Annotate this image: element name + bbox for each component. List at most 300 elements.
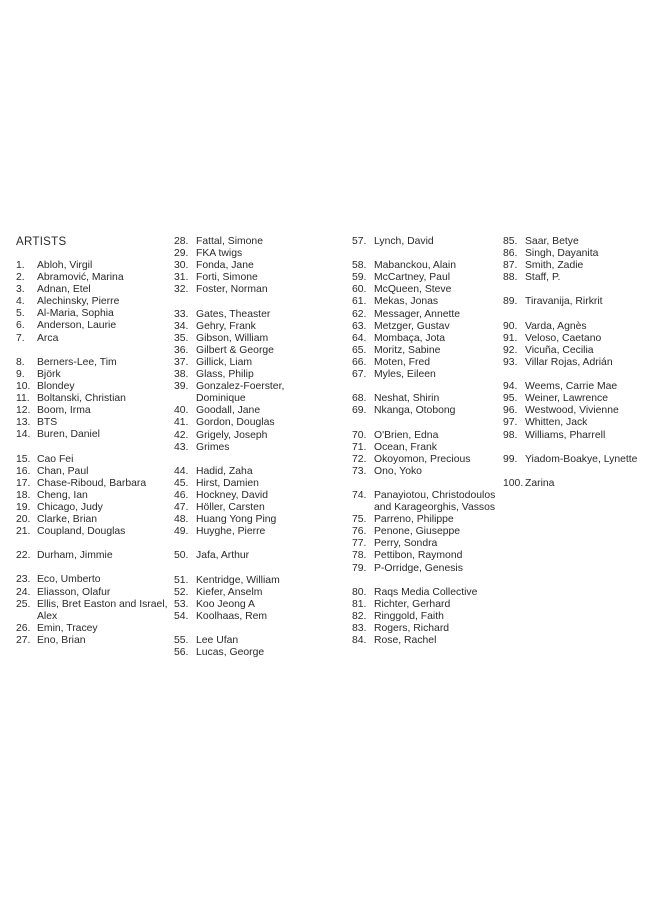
- artist-name: Chan, Paul: [37, 465, 89, 477]
- artist-number: 85.: [503, 236, 518, 247]
- artist-number: 97.: [503, 417, 518, 429]
- artist-number: 36.: [174, 344, 189, 356]
- artist-name: Saar, Betye: [525, 236, 579, 247]
- artist-name: Höller, Carsten: [196, 502, 265, 514]
- artist-number: 23.: [16, 574, 31, 586]
- artist-name: Boltanski, Christian: [37, 393, 126, 405]
- artist-name: Messager, Annette: [374, 308, 461, 320]
- artist-name: Staff, P.: [525, 272, 561, 284]
- artist-number: 62.: [352, 308, 367, 320]
- artist-name: Cao Fei: [37, 453, 74, 465]
- artist-number: 73.: [352, 465, 367, 477]
- artist-entry: [503, 296, 649, 308]
- artist-number: 94.: [503, 381, 518, 393]
- artist-name: Cheng, Ian: [37, 489, 88, 501]
- artist-entry: [174, 430, 314, 442]
- artist-number: 100.: [503, 477, 524, 489]
- artist-entry: [503, 345, 649, 357]
- artist-entry: [16, 502, 175, 514]
- artist-name: Smith, Zadie: [525, 260, 584, 272]
- artist-name: Lee Ufan: [196, 635, 239, 647]
- artist-entry: [352, 514, 496, 526]
- artist-entry: [16, 623, 175, 635]
- artist-name: Adnan, Etel: [37, 284, 91, 296]
- artist-name: Clarke, Brian: [37, 513, 98, 525]
- artist-number: 57.: [352, 236, 367, 247]
- artist-entry: [174, 369, 314, 381]
- artist-name: Emin, Tracey: [37, 622, 98, 634]
- artist-number: 20.: [16, 513, 31, 525]
- artist-name: Mabanckou, Alain: [374, 260, 457, 272]
- page-title: ARTISTS: [16, 236, 67, 248]
- artist-number: 91.: [503, 332, 518, 344]
- artist-name: P-Orridge, Genesis: [374, 562, 463, 574]
- artist-name: Abloh, Virgil: [37, 260, 93, 271]
- artist-number: 52.: [174, 586, 189, 598]
- artist-name: Raqs Media Collective: [374, 586, 478, 598]
- artist-name: Panayiotou, Christodoulos and Karageorghis, Vassos: [374, 489, 496, 514]
- artist-name: Gonzalez-Foerster, Dominique: [196, 381, 285, 405]
- artist-number: 93.: [503, 356, 518, 368]
- artist-number: 48.: [174, 514, 189, 526]
- artist-name: Chase-Riboud, Barbara: [37, 477, 147, 489]
- artist-entry: [352, 526, 496, 538]
- artist-name: Fonda, Jane: [196, 260, 254, 272]
- list-spacer: [16, 562, 175, 574]
- artist-name: Abramović, Marina: [37, 272, 124, 284]
- artist-entry: [352, 393, 496, 405]
- artist-entry: [352, 454, 496, 466]
- list-spacer: [503, 284, 649, 296]
- artist-name: Singh, Dayanita: [525, 248, 599, 260]
- list-spacer: [503, 369, 649, 381]
- artist-entry: [16, 526, 175, 538]
- artist-name: Boom, Irma: [37, 405, 91, 417]
- artist-entry: [174, 599, 314, 611]
- artist-name: Nkanga, Otobong: [374, 405, 456, 417]
- artist-number: 45.: [174, 477, 189, 489]
- artist-entry: [174, 345, 314, 357]
- artist-name: Moten, Fred: [374, 356, 431, 368]
- artist-name: Rose, Rachel: [374, 635, 437, 647]
- artist-name: Penone, Giuseppe: [374, 526, 461, 538]
- artist-name: Chicago, Judy: [37, 501, 103, 513]
- artist-number: 89.: [503, 296, 518, 308]
- artist-number: 27.: [16, 634, 31, 646]
- artist-entry: [16, 550, 175, 562]
- artist-entry: [352, 284, 496, 296]
- artist-name: Gibson, William: [196, 332, 269, 344]
- list-spacer: [503, 442, 649, 454]
- artist-entry: [16, 405, 175, 417]
- artist-name: McCartney, Paul: [374, 272, 451, 284]
- list-spacer: [352, 417, 496, 429]
- artist-entry: [352, 430, 496, 442]
- artist-number: 76.: [352, 526, 367, 538]
- artist-number: 4.: [16, 296, 25, 308]
- artist-number: 63.: [352, 320, 367, 332]
- artist-entry: [503, 333, 649, 345]
- artist-column-1: [16, 236, 175, 647]
- artist-name: Lynch, David: [374, 236, 434, 247]
- artist-number: 28.: [174, 236, 189, 247]
- artist-number: 46.: [174, 489, 189, 501]
- artist-name: Hirst, Damien: [196, 477, 259, 489]
- artist-name: Veloso, Caetano: [525, 332, 602, 344]
- artist-entry: [174, 321, 314, 333]
- artist-number: 99.: [503, 453, 518, 465]
- artist-number: 74.: [352, 489, 367, 501]
- artist-name: Mombaça, Jota: [374, 332, 446, 344]
- artist-number: 17.: [16, 477, 31, 489]
- artist-entry: [352, 550, 496, 562]
- artist-name: Grimes: [196, 441, 230, 453]
- artist-number: 30.: [174, 260, 189, 272]
- artist-number: 69.: [352, 405, 367, 417]
- artist-entry: [352, 296, 496, 308]
- artist-name: Zarina: [525, 477, 555, 489]
- artist-number: 88.: [503, 272, 518, 284]
- artist-name: Weiner, Lawrence: [525, 393, 608, 405]
- artist-name: Jafa, Arthur: [196, 550, 250, 562]
- artist-name: Williams, Pharrell: [525, 429, 606, 441]
- list-spacer: [174, 563, 314, 575]
- artist-entry: [352, 405, 496, 417]
- list-spacer: [16, 345, 175, 357]
- artist-entry: [503, 357, 649, 369]
- artist-entry: [352, 272, 496, 284]
- artist-entry: [352, 635, 496, 647]
- artist-number: 1.: [16, 260, 25, 271]
- artist-entry: [174, 502, 314, 514]
- list-spacer: [352, 478, 496, 490]
- artist-number: 79.: [352, 562, 367, 574]
- artist-name: Weems, Carrie Mae: [525, 381, 618, 393]
- artist-entry: [174, 611, 314, 623]
- artist-entry: [503, 430, 649, 442]
- artist-name: Metzger, Gustav: [374, 320, 450, 332]
- list-spacer: [352, 381, 496, 393]
- artist-name: Lucas, George: [196, 647, 265, 659]
- artist-entry: [174, 635, 314, 647]
- artist-name: Myles, Eileen: [374, 369, 436, 381]
- artist-name: Coupland, Douglas: [37, 526, 126, 538]
- artist-number: 38.: [174, 369, 189, 381]
- artist-entry: [16, 308, 175, 320]
- artist-number: 68.: [352, 393, 367, 405]
- artist-name: Rogers, Richard: [374, 623, 450, 634]
- artist-number: 83.: [352, 623, 367, 634]
- artist-name: Neshat, Shirin: [374, 393, 440, 405]
- artist-entry: [352, 563, 496, 575]
- artist-name: Varda, Agnès: [525, 320, 587, 332]
- artist-name: Blondey: [37, 380, 75, 392]
- artist-entry: [16, 381, 175, 393]
- artist-entry: [16, 466, 175, 478]
- artist-entry: [174, 587, 314, 599]
- list-spacer: [174, 454, 314, 466]
- artist-entry: [174, 466, 314, 478]
- artist-number: 60.: [352, 284, 367, 296]
- artist-entry: [174, 442, 314, 454]
- artist-name: Björk: [37, 368, 61, 380]
- artist-entry: [352, 538, 496, 550]
- list-spacer: [352, 575, 496, 587]
- artist-entry: [503, 248, 649, 260]
- artist-number: 18.: [16, 489, 31, 501]
- artist-name: Yiadom-Boakye, Lynette: [525, 453, 638, 465]
- artist-number: 34.: [174, 320, 189, 332]
- artist-column-4: [503, 236, 649, 490]
- artist-entry: [16, 357, 175, 369]
- artist-entry: [174, 478, 314, 490]
- artist-number: 33.: [174, 308, 189, 320]
- artist-number: 92.: [503, 344, 518, 356]
- artist-name: Eco, Umberto: [37, 574, 101, 586]
- list-spacer: [16, 538, 175, 550]
- artist-name: Pettibon, Raymond: [374, 550, 463, 562]
- artist-number: 96.: [503, 405, 518, 417]
- artist-name: Huang Yong Ping: [196, 514, 277, 526]
- artist-entry: [174, 333, 314, 345]
- artist-entry: [352, 321, 496, 333]
- artist-entry: [352, 490, 496, 514]
- artist-name: Gordon, Douglas: [196, 417, 275, 429]
- artist-name: Perry, Sondra: [374, 538, 438, 550]
- artist-name: Moritz, Sabine: [374, 344, 441, 356]
- artist-number: 58.: [352, 260, 367, 272]
- artist-number: 15.: [16, 453, 31, 465]
- artist-entry: [174, 526, 314, 538]
- artist-number: 64.: [352, 332, 367, 344]
- artist-entry: [16, 320, 175, 332]
- artist-entry: [352, 369, 496, 381]
- artist-number: 10.: [16, 380, 31, 392]
- list-spacer: [174, 623, 314, 635]
- list-spacer: [16, 441, 175, 453]
- artist-name: Ringgold, Faith: [374, 610, 444, 622]
- artist-name: Hockney, David: [196, 489, 268, 501]
- artist-number: 32.: [174, 284, 189, 296]
- artist-column-3: [352, 236, 496, 647]
- artist-number: 40.: [174, 405, 189, 417]
- artist-number: 80.: [352, 586, 367, 598]
- artist-number: 47.: [174, 502, 189, 514]
- artist-number: 42.: [174, 429, 189, 441]
- artist-entry: [352, 260, 496, 272]
- artist-entry: [352, 599, 496, 611]
- artist-number: 86.: [503, 248, 518, 260]
- artist-name: Fattal, Simone: [196, 236, 263, 247]
- artist-number: 90.: [503, 320, 518, 332]
- artist-entry: [503, 454, 649, 466]
- artist-entry: [174, 236, 314, 248]
- artist-name: Buren, Daniel: [37, 429, 100, 441]
- artist-entry: [16, 599, 175, 623]
- artist-entry: [352, 623, 496, 635]
- artist-number: 22.: [16, 550, 31, 562]
- artist-name: Koo Jeong A: [196, 598, 255, 610]
- artist-number: 35.: [174, 332, 189, 344]
- artist-number: 51.: [174, 574, 189, 586]
- artist-number: 66.: [352, 356, 367, 368]
- artist-name: Westwood, Vivienne: [525, 405, 619, 417]
- artist-name: Eliasson, Olafur: [37, 586, 111, 598]
- artist-entry: [174, 514, 314, 526]
- artist-entry: [16, 429, 175, 441]
- artist-number: 16.: [16, 465, 31, 477]
- artist-name: Mekas, Jonas: [374, 296, 439, 308]
- artist-entry: [503, 272, 649, 284]
- artist-number: 31.: [174, 272, 189, 284]
- artist-entry: [503, 405, 649, 417]
- artist-entry: [503, 381, 649, 393]
- artist-entry: [16, 635, 175, 647]
- artist-name: Gilbert & George: [196, 344, 274, 356]
- artist-entry: [174, 248, 314, 260]
- artist-entry: [174, 284, 314, 296]
- artist-entry: [16, 272, 175, 284]
- artist-entry: [16, 260, 175, 272]
- artist-number: 72.: [352, 453, 367, 465]
- artist-number: 44.: [174, 465, 189, 477]
- artist-number: 2.: [16, 272, 25, 284]
- artist-name: Tiravanija, Rirkrit: [525, 296, 603, 308]
- artist-number: 41.: [174, 417, 189, 429]
- artist-name: Ellis, Bret Easton and Israel, Alex: [37, 598, 168, 622]
- artist-number: 11.: [16, 393, 30, 405]
- artist-entry: [503, 260, 649, 272]
- artist-name: Eno, Brian: [37, 634, 86, 646]
- artist-number: 84.: [352, 635, 367, 647]
- artist-entry: [352, 466, 496, 478]
- artist-name: Forti, Simone: [196, 272, 258, 284]
- artist-entry: [352, 587, 496, 599]
- artist-entry: [352, 611, 496, 623]
- artist-number: 53.: [174, 598, 189, 610]
- list-spacer: [352, 248, 496, 260]
- artist-number: 8.: [16, 356, 25, 368]
- artist-name: Glass, Philip: [196, 369, 254, 381]
- artist-entry: [503, 321, 649, 333]
- artist-number: 55.: [174, 635, 189, 647]
- artist-entry: [174, 417, 314, 429]
- artist-number: 54.: [174, 610, 189, 622]
- artist-entry: [174, 272, 314, 284]
- artist-number: 65.: [352, 344, 367, 356]
- artist-name: O'Brien, Edna: [374, 429, 439, 441]
- artist-entry: [16, 514, 175, 526]
- artist-number: 39.: [174, 381, 189, 393]
- artist-entry: [16, 574, 175, 586]
- artist-number: 56.: [174, 647, 189, 659]
- artist-column-2: [174, 236, 314, 659]
- artist-number: 67.: [352, 369, 367, 381]
- artist-name: Richter, Gerhard: [374, 598, 451, 610]
- artist-entry: [16, 478, 175, 490]
- artist-number: 81.: [352, 598, 367, 610]
- artist-name: Al-Maria, Sophia: [37, 308, 114, 320]
- artist-number: 21.: [16, 526, 31, 538]
- artist-number: 71.: [352, 441, 367, 453]
- artist-entry: [16, 369, 175, 381]
- artist-entry: [352, 345, 496, 357]
- artist-name: Villar Rojas, Adrián: [525, 356, 613, 368]
- artist-name: Berners-Lee, Tim: [37, 356, 117, 368]
- artist-name: Ono, Yoko: [374, 465, 422, 477]
- artist-name: Huyghe, Pierre: [196, 526, 266, 538]
- artist-entry: [503, 236, 649, 248]
- artist-entry: [174, 260, 314, 272]
- artist-name: Kentridge, William: [196, 574, 280, 586]
- artist-name: McQueen, Steve: [374, 284, 452, 296]
- artist-entry: [16, 296, 175, 308]
- artist-name: Koolhaas, Rem: [196, 610, 268, 622]
- artist-name: Durham, Jimmie: [37, 550, 113, 562]
- artist-entry: [352, 357, 496, 369]
- artist-number: 37.: [174, 356, 189, 368]
- artist-name: Goodall, Jane: [196, 405, 261, 417]
- artist-entry: [16, 284, 175, 296]
- artist-entry: [174, 490, 314, 502]
- artist-number: 14.: [16, 429, 31, 441]
- artist-entry: [503, 393, 649, 405]
- artist-name: Foster, Norman: [196, 284, 268, 296]
- artist-name: Vicuña, Cecilia: [525, 344, 594, 356]
- artist-number: 24.: [16, 586, 31, 598]
- artist-entry: [174, 575, 314, 587]
- artist-name: BTS: [37, 417, 58, 429]
- artist-entry: [16, 417, 175, 429]
- artist-name: Parreno, Philippe: [374, 514, 454, 526]
- artist-number: 9.: [16, 368, 25, 380]
- artist-name: Kiefer, Anselm: [196, 586, 263, 598]
- list-spacer: [503, 466, 649, 478]
- artist-entry: [16, 333, 175, 345]
- artist-number: 5.: [16, 308, 25, 320]
- artist-entry: [174, 647, 314, 659]
- artist-number: 87.: [503, 260, 518, 272]
- artist-name: Gehry, Frank: [196, 320, 256, 332]
- artist-name: Arca: [37, 332, 59, 344]
- artist-name: Okoyomon, Precious: [374, 453, 471, 465]
- artist-name: Alechinsky, Pierre: [37, 296, 120, 308]
- artist-number: 77.: [352, 538, 367, 550]
- artist-number: 19.: [16, 501, 31, 513]
- artist-entry: [503, 478, 649, 490]
- list-spacer: [174, 296, 314, 308]
- artist-number: 43.: [174, 441, 189, 453]
- artist-number: 3.: [16, 284, 25, 296]
- artist-entry: [174, 309, 314, 321]
- artist-entry: [503, 417, 649, 429]
- artist-name: FKA twigs: [196, 248, 243, 260]
- artist-number: 25.: [16, 598, 31, 610]
- artist-entry: [174, 405, 314, 417]
- artist-name: Ocean, Frank: [374, 441, 437, 453]
- artist-number: 50.: [174, 550, 189, 562]
- artist-number: 12.: [16, 405, 31, 417]
- artist-name: Grigely, Joseph: [196, 429, 268, 441]
- artist-number: 13.: [16, 417, 31, 429]
- artist-number: 82.: [352, 610, 367, 622]
- artist-entry: [16, 587, 175, 599]
- artist-name: Gates, Theaster: [196, 308, 271, 320]
- artist-number: 70.: [352, 429, 367, 441]
- artist-number: 61.: [352, 296, 367, 308]
- list-spacer: [174, 538, 314, 550]
- artist-name: Hadid, Zaha: [196, 465, 253, 477]
